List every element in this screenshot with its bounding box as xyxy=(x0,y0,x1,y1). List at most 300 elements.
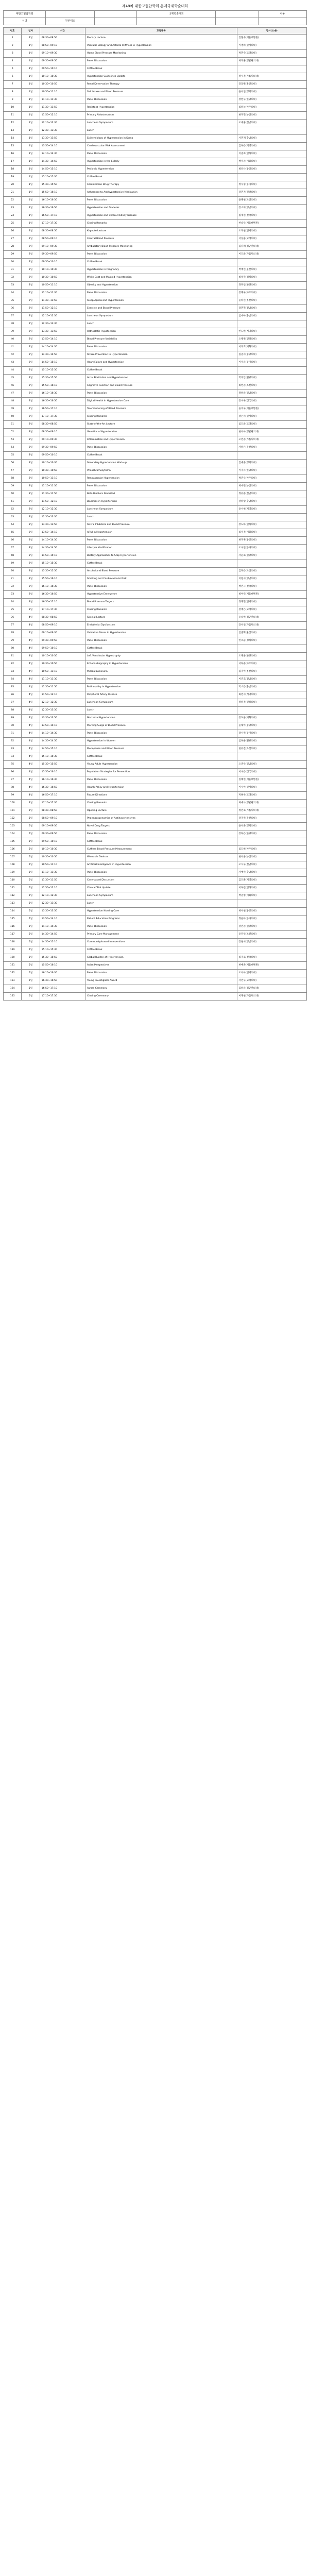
header-time: 시간 xyxy=(40,28,85,35)
cell-time: 11:30~11:50 xyxy=(40,684,85,691)
cell-day: 3일 xyxy=(22,490,40,498)
cell-speaker: 장서연(가톨릭의대) xyxy=(237,622,306,630)
cell-speaker: 장민혁(전남의대) xyxy=(237,305,306,313)
cell-speaker: 최성민(경희의대) xyxy=(237,274,306,282)
table-row xyxy=(4,290,307,297)
cell-title: Panel Discussion xyxy=(85,583,237,591)
info-cell xyxy=(216,11,258,18)
table-row xyxy=(4,243,307,251)
cell-day: 1일 xyxy=(22,174,40,181)
info-cell xyxy=(258,18,306,25)
cell-day: 2일 xyxy=(22,259,40,266)
cell-time: 14:10~14:30 xyxy=(40,344,85,351)
cell-title: Coffee Break xyxy=(85,645,237,653)
cell-no: 73 xyxy=(4,591,22,599)
cell-speaker: 서하준(아주의대) xyxy=(237,660,306,668)
cell-no: 24 xyxy=(4,212,22,220)
cell-speaker: 장은서(연세의대) xyxy=(237,413,306,421)
cell-speaker: 장현우(한양의대) xyxy=(237,96,306,104)
cell-title: Luncheon Symposium xyxy=(85,699,237,707)
info-cell: 국제학술대회 xyxy=(137,11,216,18)
cell-time: 13:30~13:50 xyxy=(40,328,85,336)
cell-time: 16:30~16:50 xyxy=(40,591,85,599)
cell-time: 15:50~16:10 xyxy=(40,962,85,970)
cell-time: 09:30~09:50 xyxy=(40,637,85,645)
table-row xyxy=(4,831,307,838)
cell-title: Dietary Approaches to Stop Hypertension xyxy=(85,552,237,560)
cell-title: SGLT2 Inhibitors and Blood Pressure xyxy=(85,521,237,529)
cell-no: 43 xyxy=(4,359,22,367)
cell-no: 47 xyxy=(4,390,22,398)
cell-time: 10:50~11:10 xyxy=(40,475,85,483)
cell-title: Panel Discussion xyxy=(85,730,237,738)
table-row xyxy=(4,962,307,970)
cell-speaker: 박준영(이화의대) xyxy=(237,892,306,900)
cell-title: Pediatric Hypertension xyxy=(85,166,237,174)
cell-title: State-of-the-Art Lecture xyxy=(85,421,237,429)
cell-no: 72 xyxy=(4,583,22,591)
cell-day: 5일 xyxy=(22,831,40,838)
cell-time: 10:30~10:50 xyxy=(40,81,85,89)
cell-no: 62 xyxy=(4,506,22,514)
cell-title: Novel Drug Targets xyxy=(85,823,237,831)
table-row xyxy=(4,96,307,104)
cell-title: Resistant Hypertension xyxy=(85,104,237,112)
cell-title: Cuffless Blood Pressure Measurement xyxy=(85,846,237,854)
cell-speaker: 강동원(울산의대) xyxy=(237,81,306,89)
cell-speaker: 윤서연(경희의대) xyxy=(237,89,306,96)
cell-speaker: 정민호(가톨릭의대) xyxy=(237,807,306,815)
cell-day: 4일 xyxy=(22,676,40,684)
cell-day: 1일 xyxy=(22,89,40,96)
cell-time: 11:10~11:30 xyxy=(40,676,85,684)
cell-no: 60 xyxy=(4,490,22,498)
table-row xyxy=(4,637,307,645)
table-row xyxy=(4,908,307,916)
cell-no: 94 xyxy=(4,753,22,761)
cell-day: 1일 xyxy=(22,150,40,158)
cell-day: 1일 xyxy=(22,212,40,220)
cell-speaker xyxy=(237,560,306,568)
cell-no: 63 xyxy=(4,514,22,521)
cell-title: Wearable Devices xyxy=(85,854,237,861)
cell-day: 2일 xyxy=(22,266,40,274)
cell-time: 15:30~15:50 xyxy=(40,181,85,189)
cell-title: Closing Remarks xyxy=(85,606,237,614)
cell-day: 5일 xyxy=(22,939,40,946)
cell-title: Sleep Apnea and Hypertension xyxy=(85,297,237,305)
cell-title: Health Policy and Hypertension xyxy=(85,784,237,792)
cell-speaker: 강하랑(충남의대) xyxy=(237,498,306,506)
cell-no: 84 xyxy=(4,676,22,684)
cell-speaker: 윤하린(부산의대) xyxy=(237,297,306,305)
cell-day: 1일 xyxy=(22,96,40,104)
cell-title: Lunch xyxy=(85,514,237,521)
cell-day: 4일 xyxy=(22,776,40,784)
cell-time: 15:30~15:50 xyxy=(40,568,85,575)
cell-no: 46 xyxy=(4,382,22,390)
cell-speaker: 정재민(연세의대) xyxy=(237,599,306,606)
cell-speaker: 김다은(조선의대) xyxy=(237,568,306,575)
cell-title: Panel Discussion xyxy=(85,970,237,977)
cell-day: 5일 xyxy=(22,846,40,854)
cell-time: 15:10~15:30 xyxy=(40,174,85,181)
cell-no: 37 xyxy=(4,313,22,320)
cell-day: 2일 xyxy=(22,351,40,359)
cell-speaker: 임하늘(아주의대) xyxy=(237,104,306,112)
schedule-header-row xyxy=(4,28,307,35)
table-row xyxy=(4,328,307,336)
cell-title: White Coat and Masked Hypertension xyxy=(85,274,237,282)
document-title: 제48차 대한고혈압학회 춘계국제학술대회 xyxy=(122,4,188,8)
cell-time: 17:10~17:30 xyxy=(40,413,85,421)
cell-title: Echocardiography in Hypertension xyxy=(85,660,237,668)
cell-speaker: 서민우(고려의대) xyxy=(237,977,306,985)
cell-time: 12:30~13:30 xyxy=(40,127,85,135)
cell-title: Renal Denervation Therapy xyxy=(85,81,237,89)
cell-no: 12 xyxy=(4,120,22,127)
cell-day: 1일 xyxy=(22,189,40,197)
cell-title: Pharmacogenomics of Antihypertensives xyxy=(85,815,237,823)
cell-speaker: 강시우(건국의대) xyxy=(237,398,306,405)
cell-speaker xyxy=(237,452,306,460)
cell-time: 10:10~10:30 xyxy=(40,73,85,81)
cell-title: Inflammation and Hypertension xyxy=(85,436,237,444)
cell-no: 119 xyxy=(4,946,22,954)
cell-title: Coffee Break xyxy=(85,259,237,266)
cell-no: 83 xyxy=(4,668,22,676)
cell-speaker: 장소희(영남의대) xyxy=(237,205,306,212)
cell-title: ARNI in Hypertension xyxy=(85,529,237,537)
cell-speaker: 임하윤(원광의대) xyxy=(237,738,306,745)
cell-no: 39 xyxy=(4,328,22,336)
cell-no: 31 xyxy=(4,266,22,274)
cell-day: 3일 xyxy=(22,444,40,452)
cell-time: 08:50~09:10 xyxy=(40,42,85,50)
cell-no: 69 xyxy=(4,560,22,568)
cell-no: 67 xyxy=(4,545,22,552)
cell-time: 10:50~11:10 xyxy=(40,861,85,869)
cell-title: Smoking and Cardiovascular Risk xyxy=(85,575,237,583)
cell-no: 8 xyxy=(4,89,22,96)
cell-title: Lunch xyxy=(85,320,237,328)
cell-time: 10:10~10:30 xyxy=(40,846,85,854)
cell-no: 112 xyxy=(4,892,22,900)
cell-no: 121 xyxy=(4,962,22,970)
cell-no: 7 xyxy=(4,81,22,89)
cell-no: 41 xyxy=(4,344,22,351)
cell-no: 61 xyxy=(4,498,22,506)
cell-day: 4일 xyxy=(22,769,40,776)
cell-title: Luncheon Symposium xyxy=(85,313,237,320)
cell-speaker: 임도윤(고려의대) xyxy=(237,421,306,429)
table-row xyxy=(4,174,307,181)
cell-title: Panel Discussion xyxy=(85,150,237,158)
cell-no: 49 xyxy=(4,405,22,413)
cell-no: 92 xyxy=(4,738,22,745)
cell-title: Lifestyle Modification xyxy=(85,545,237,552)
cell-speaker: 정하윤(영남의대) xyxy=(237,390,306,398)
cell-day: 5일 xyxy=(22,854,40,861)
table-row xyxy=(4,498,307,506)
table-row xyxy=(4,189,307,197)
cell-time: 14:10~14:30 xyxy=(40,730,85,738)
cell-no: 51 xyxy=(4,421,22,429)
cell-no: 114 xyxy=(4,908,22,916)
cell-title: Panel Discussion xyxy=(85,290,237,297)
cell-day: 1일 xyxy=(22,205,40,212)
cell-speaker xyxy=(237,65,306,73)
cell-title: Hypertension and Chronic Kidney Disease xyxy=(85,212,237,220)
cell-no: 38 xyxy=(4,320,22,328)
cell-day: 4일 xyxy=(22,637,40,645)
cell-no: 11 xyxy=(4,112,22,120)
cell-speaker: 오지현(연세의대) xyxy=(237,228,306,235)
cell-title: Atrial Fibrillation and Hypertension xyxy=(85,375,237,382)
table-row xyxy=(4,545,307,552)
cell-title: Panel Discussion xyxy=(85,676,237,684)
cell-speaker: 장시원(동아의대) xyxy=(237,730,306,738)
cell-speaker: 정다인(한양의대) xyxy=(237,282,306,290)
cell-no: 13 xyxy=(4,127,22,135)
cell-title: Opening Lecture xyxy=(85,807,237,815)
cell-title: Artificial Intelligence in Hypertension xyxy=(85,861,237,869)
cell-speaker: 최수빈(부산의대) xyxy=(237,483,306,490)
cell-day: 5일 xyxy=(22,892,40,900)
cell-time: 15:30~15:50 xyxy=(40,954,85,962)
cell-day: 1일 xyxy=(22,58,40,65)
cell-no: 113 xyxy=(4,900,22,908)
cell-day: 3일 xyxy=(22,498,40,506)
table-row xyxy=(4,800,307,807)
cell-no: 4 xyxy=(4,58,22,65)
cell-no: 110 xyxy=(4,877,22,885)
table-row xyxy=(4,42,307,50)
cell-no: 27 xyxy=(4,235,22,243)
table-row xyxy=(4,645,307,653)
cell-no: 75 xyxy=(4,606,22,614)
cell-speaker: 이영희(연세의대) xyxy=(237,42,306,50)
cell-speaker: 최지훈(성균관의대) xyxy=(237,58,306,65)
header-no: 번호 xyxy=(4,28,22,35)
cell-day: 2일 xyxy=(22,320,40,328)
cell-time: 12:10~12:30 xyxy=(40,892,85,900)
cell-no: 82 xyxy=(4,660,22,668)
cell-title: Global Burden of Hypertension xyxy=(85,954,237,962)
cell-no: 120 xyxy=(4,954,22,962)
cell-time: 17:10~17:30 xyxy=(40,993,85,1001)
cell-no: 45 xyxy=(4,375,22,382)
cell-title: Hypertension in Women xyxy=(85,738,237,745)
cell-time: 15:50~16:10 xyxy=(40,769,85,776)
table-row xyxy=(4,707,307,715)
cell-no: 86 xyxy=(4,691,22,699)
cell-time: 09:50~10:10 xyxy=(40,259,85,266)
cell-title: Peripheral Artery Disease xyxy=(85,691,237,699)
table-row xyxy=(4,320,307,328)
table-row xyxy=(4,653,307,660)
cell-time: 15:50~16:10 xyxy=(40,382,85,390)
cell-no: 33 xyxy=(4,282,22,290)
cell-speaker: 오시우(전남의대) xyxy=(237,861,306,869)
cell-speaker: 서지호(이화의대) xyxy=(237,344,306,351)
cell-time: 10:10~10:30 xyxy=(40,460,85,467)
cell-day: 4일 xyxy=(22,730,40,738)
cell-title: Exercise and Blood Pressure xyxy=(85,305,237,313)
cell-speaker: 최서현(중앙의대) xyxy=(237,908,306,916)
cell-speaker: 윤다인(조선의대) xyxy=(237,931,306,939)
cell-time: 16:50~17:10 xyxy=(40,405,85,413)
table-row xyxy=(4,351,307,359)
table-row xyxy=(4,861,307,869)
cell-no: 40 xyxy=(4,336,22,344)
table-row xyxy=(4,181,307,189)
cell-speaker: 임서진(이화의대) xyxy=(237,529,306,537)
cell-day: 2일 xyxy=(22,405,40,413)
cell-day: 4일 xyxy=(22,614,40,622)
cell-time: 15:10~15:30 xyxy=(40,367,85,375)
table-row xyxy=(4,150,307,158)
info-cell xyxy=(216,18,258,25)
cell-speaker: 박서준(이화의대) xyxy=(237,158,306,166)
cell-no: 98 xyxy=(4,784,22,792)
cell-speaker: 한승우(서울대병원) xyxy=(237,220,306,228)
cell-time: 13:30~13:50 xyxy=(40,715,85,722)
cell-day: 1일 xyxy=(22,73,40,81)
cell-no: 76 xyxy=(4,614,22,622)
cell-title: Young Adult Hypertension xyxy=(85,761,237,769)
cell-speaker: 강예은(고려의대) xyxy=(237,606,306,614)
cell-speaker: 서하은(울산의대) xyxy=(237,444,306,452)
cell-title: Renovascular Hypertension xyxy=(85,475,237,483)
cell-title: Young Investigator Award xyxy=(85,977,237,985)
info-row xyxy=(4,11,307,18)
cell-time: 16:30~16:50 xyxy=(40,398,85,405)
cell-time: 14:50~15:10 xyxy=(40,552,85,560)
cell-speaker: 이재현(가톨릭의대) xyxy=(237,993,306,1001)
cell-no: 28 xyxy=(4,243,22,251)
cell-day: 1일 xyxy=(22,120,40,127)
cell-title: Heart Failure and Hypertension xyxy=(85,359,237,367)
cell-no: 108 xyxy=(4,861,22,869)
cell-speaker: 윤채아(중앙의대) xyxy=(237,722,306,730)
cell-speaker: 서민재(충남의대) xyxy=(237,135,306,143)
cell-time: 13:30~13:50 xyxy=(40,521,85,529)
table-row xyxy=(4,591,307,599)
cell-day: 1일 xyxy=(22,181,40,189)
cell-speaker: 이준호(인하의대) xyxy=(237,150,306,158)
cell-title: Hypertension in Pregnancy xyxy=(85,266,237,274)
table-row xyxy=(4,691,307,699)
cell-time: 08:50~09:10 xyxy=(40,622,85,630)
table-row xyxy=(4,297,307,305)
cell-time: 11:50~12:10 xyxy=(40,498,85,506)
cell-day: 3일 xyxy=(22,421,40,429)
cell-no: 35 xyxy=(4,297,22,305)
table-row xyxy=(4,560,307,568)
cell-speaker xyxy=(237,127,306,135)
cell-speaker: 최민서(계명의대) xyxy=(237,691,306,699)
cell-time: 17:10~17:30 xyxy=(40,800,85,807)
cell-no: 79 xyxy=(4,637,22,645)
cell-time: 08:30~08:50 xyxy=(40,807,85,815)
cell-title: Panel Discussion xyxy=(85,776,237,784)
cell-speaker: 강도윤(이화의대) xyxy=(237,715,306,722)
cell-no: 42 xyxy=(4,351,22,359)
cell-day: 5일 xyxy=(22,900,40,908)
cell-time: 14:30~14:50 xyxy=(40,158,85,166)
cell-speaker: 한도현(계명의대) xyxy=(237,328,306,336)
cell-title: Closing Remarks xyxy=(85,800,237,807)
table-row xyxy=(4,985,307,993)
cell-no: 66 xyxy=(4,537,22,545)
cell-speaker xyxy=(237,707,306,715)
cell-time: 12:10~12:30 xyxy=(40,506,85,514)
cell-speaker: 오서아(연세의대) xyxy=(237,970,306,977)
cell-title: Secondary Hypertension Work-up xyxy=(85,460,237,467)
cell-title: Home Blood Pressure Monitoring xyxy=(85,50,237,58)
cell-title: Panel Discussion xyxy=(85,96,237,104)
table-row xyxy=(4,993,307,1001)
cell-day: 2일 xyxy=(22,228,40,235)
cell-title: Clinical Trial Update xyxy=(85,885,237,892)
cell-no: 34 xyxy=(4,290,22,297)
cell-time: 14:50~15:10 xyxy=(40,166,85,174)
cell-title: Panel Discussion xyxy=(85,197,237,205)
cell-no: 26 xyxy=(4,228,22,235)
cell-speaker: 장도하(인하의대) xyxy=(237,521,306,529)
table-row xyxy=(4,120,307,127)
table-row xyxy=(4,359,307,367)
cell-no: 118 xyxy=(4,939,22,946)
cell-title: Nocturnal Hypertension xyxy=(85,715,237,722)
table-row xyxy=(4,599,307,606)
table-row xyxy=(4,699,307,707)
cell-speaker xyxy=(237,174,306,181)
cell-time: 15:10~15:30 xyxy=(40,753,85,761)
table-row xyxy=(4,35,307,42)
cell-day: 4일 xyxy=(22,630,40,637)
cell-time: 10:10~10:30 xyxy=(40,653,85,660)
cell-speaker: 김하은(계명의대) xyxy=(237,143,306,150)
cell-title: Luncheon Symposium xyxy=(85,506,237,514)
cell-no: 21 xyxy=(4,189,22,197)
cell-time: 09:30~09:50 xyxy=(40,444,85,452)
cell-title: Future Directions xyxy=(85,792,237,800)
table-row xyxy=(4,939,307,946)
cell-time: 11:10~11:30 xyxy=(40,869,85,877)
cell-no: 9 xyxy=(4,96,22,104)
cell-speaker: 정하진(인하의대) xyxy=(237,699,306,707)
cell-time: 13:50~14:10 xyxy=(40,916,85,923)
cell-speaker: 장현서(영남의대) xyxy=(237,939,306,946)
cell-time: 13:50~14:10 xyxy=(40,722,85,730)
cell-day: 2일 xyxy=(22,336,40,344)
cell-time: 11:50~12:10 xyxy=(40,112,85,120)
cell-title: Panel Discussion xyxy=(85,58,237,65)
cell-speaker: 박예린(울산의대) xyxy=(237,266,306,274)
cell-no: 99 xyxy=(4,792,22,800)
cell-day: 4일 xyxy=(22,653,40,660)
cell-time: 12:10~12:30 xyxy=(40,120,85,127)
cell-day: 5일 xyxy=(22,923,40,931)
cell-no: 93 xyxy=(4,745,22,753)
cell-title: Coffee Break xyxy=(85,560,237,568)
cell-day: 1일 xyxy=(22,127,40,135)
cell-time: 11:30~11:50 xyxy=(40,877,85,885)
cell-title: Community-based Interventions xyxy=(85,939,237,946)
table-row xyxy=(4,630,307,637)
